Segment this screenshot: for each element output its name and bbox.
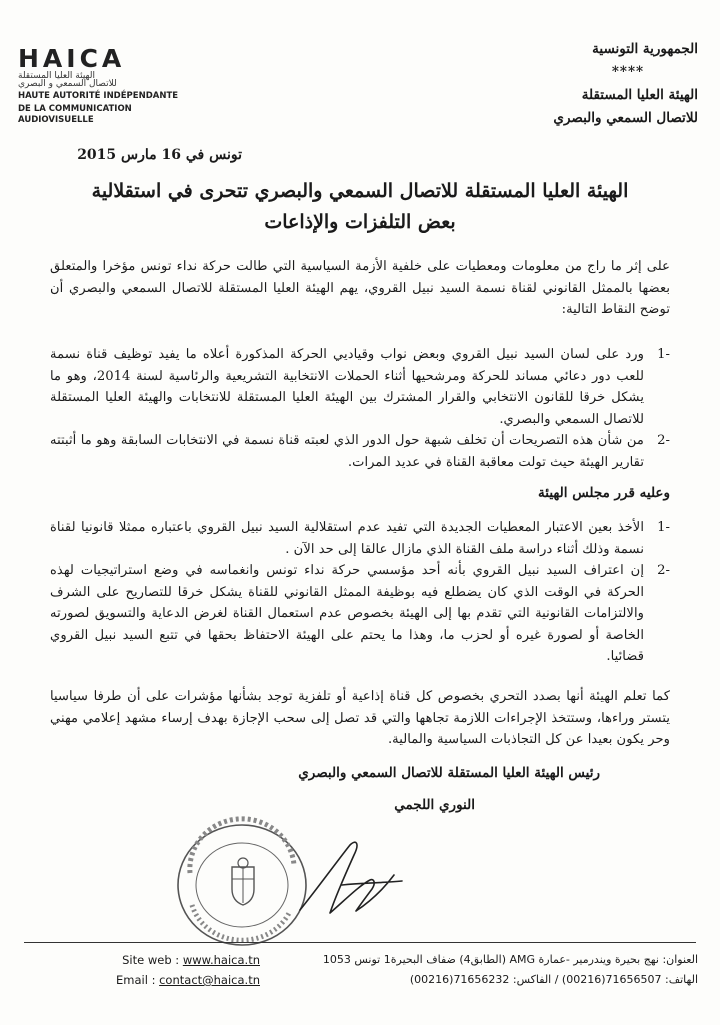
footer-address [288,950,698,990]
logo-french-line2: DE LA COMMUNICATION AUDIOVISUELLE [18,104,132,125]
haica-logo [18,44,188,126]
document-title [70,176,650,238]
point-text: ورد على لسان السيد نبيل القروي وبعض نواب وقياديي الحركة المذكورة أعلاه ما يفيد توظيف قناة نسمة للعب دور دعائي مساند للحركة ومرشحيها أثناء الحملات الانتخابية التشريعية والرئاسية لسنة 2014، وهو ما يشكل خرقا للقانون الانتخابي والقرار المشترك بين الهيئة العليا المستقلة للانتخابات والهيئة العليا المستقلة للاتصال السمعي والبصري. [50,347,644,427]
logo-arabic-line2: للاتصال السمعي و البصري [18,79,117,89]
point-number: -1 [657,347,670,362]
authority-line1: الهيئة العليا المستقلة [581,87,698,103]
authority-line2: للاتصال السمعي والبصري [553,110,698,126]
point-number: -2 [657,433,670,448]
closing-paragraph: كما تعلم الهيئة أنها بصدد التحري بخصوص كل قناة إذاعية أو تلفزية توجد بشأنها مؤشرات على أن طرفا سياسيا يتستر وراءها، وستتخذ الإجراءات اللازمة تجاهها والتي قد تصل إلى سحب الإجازة بهدف إرساء مشهد إعلامي مهني وحر يكون بعيدا عن كل التجاذبات السياسية والمالية. [50,689,670,747]
email-label: Email : [116,973,156,987]
phone-line: الهاتف: 71656507(00216) / الفاكس: 71656232(00216) [409,973,698,986]
decision-number: -2 [657,563,670,578]
decision-item [50,560,670,668]
footer-divider [24,942,696,943]
decision-item [50,517,670,560]
footer-contact [105,950,260,990]
logo-arabic-line1: الهيئة العليا المستقلة [18,71,95,81]
republic-name: الجمهورية التونسية [592,41,698,57]
decisions-list [50,517,670,668]
site-label: Site web : [122,953,180,967]
website-link[interactable]: www.haica.tn [182,953,260,967]
points-list [50,344,670,473]
logo-wordmark: HAICA [18,44,126,73]
point-item [50,430,670,473]
decision-number: -1 [657,520,670,535]
intro-paragraph: على إثر ما راج من معلومات ومعطيات على خلفية الأزمة السياسية التي طالت حركة نداء تونس مؤخرا والمتعلق بعضها بالممثل القانوني لقناة نسمة السيد نبيل القروي، يهم الهيئة العليا المستقلة للاتصال السمعي والبصري أن توضح النقاط التالية: [50,259,670,317]
title-line2: بعض التلفزات والإذاعات [264,211,456,233]
address-line: العنوان: نهج بحيرة ويندرمير -عمارة AMG (الطابق4) ضفاف البحيرة1 تونس 1053 [322,953,698,966]
decision-text: إن اعتراف السيد نبيل القروي بأنه أحد مؤسسي حركة نداء تونس وانغماسه في وضع استراتيجيات لهذه الحركة في الوقت الذي كان يضطلع فيه بوظيفة الممثل القانوني للقناة يشكل خرقا للتصاريح على الشرف والالتزامات القانونية التي تقدم بها إلى الهيئة بخصوص عدم استعمال القناة لغرض الدعاية والتسويق لصورته الخاصة أو لصورة غيره أو لحزب ما، وهذا ما يحتم على الهيئة الاحتفاظ بحقها في تتبع السيد نبيل القروي قضائيا. [50,563,644,664]
decision-heading: وعليه قرر مجلس الهيئة [538,485,670,501]
signatory-role: رئيس الهيئة العليا المستقلة للاتصال السمعي والبصري [298,765,600,781]
point-item [50,344,670,430]
document-date: تونس في 16 مارس 2015 [77,147,242,163]
stars-separator: **** [611,64,645,80]
decision-text: الأخذ بعين الاعتبار المعطيات الجديدة التي تفيد عدم استقلالية السيد نبيل القروي باعتباره ممثلا قانونيا لقناة نسمة وذلك أثناء دراسة ملف القناة الذي مازال عالقا إلى حد الآن . [50,520,644,557]
signatory-name: النوري اللجمي [394,797,475,813]
title-line1: الهيئة العليا المستقلة للاتصال السمعي والبصري تتحرى في استقلالية [91,180,629,202]
letterhead [398,38,698,130]
email-link[interactable]: contact@haica.tn [159,973,260,987]
handwritten-signature-icon [290,825,410,925]
point-text: من شأن هذه التصريحات أن تخلف شبهة حول الدور الذي لعبته قناة نسمة في الانتخابات السابقة وهو ما أثبتته تقارير الهيئة حيث تولت معاقبة القناة في عديد المرات. [50,433,644,470]
logo-french-line1: HAUTE AUTORITÉ INDÉPENDANTE [18,91,179,101]
